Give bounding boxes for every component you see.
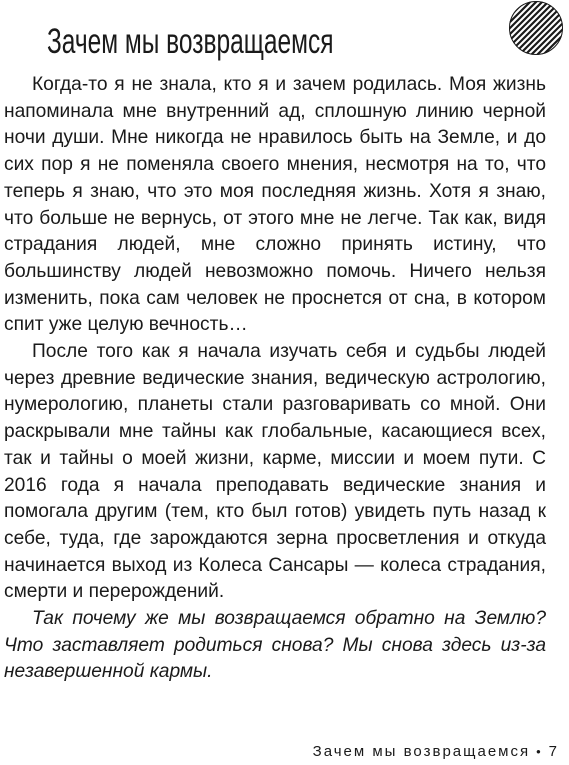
- paragraph: Когда-то я не знала, кто я и зачем родилась. Моя жизнь напоминала мне внутренний ад, сплошную линию черной ночи души. Мне никогда не нравилось быть на Земле, и до сих пор я не поменяла своего мнения, несмотря на то, что теперь я знаю, что это моя последняя жизнь. Хотя я знаю, что больше не вернусь, от этого мне не легче. Так как, видя страдания людей, мне сложно принять истину, что большинству людей невозможно помочь. Ничего нельзя изменить, пока сам человек не проснется от сна, в котором спит уже целую вечность…: [4, 74, 546, 336]
- page-number: 7: [548, 743, 559, 760]
- body-text: [4, 72, 546, 686]
- running-footer: [313, 742, 559, 762]
- footer-separator: •: [536, 744, 543, 759]
- italic-paragraph: Так почему же мы возвращаемся обратно на Землю? Что заставляет родиться снова? Мы снова здесь из-за незавершенной кармы.: [4, 608, 546, 683]
- page-title: Зачем мы возвращаемся: [47, 22, 334, 61]
- footer-section-title: Зачем мы возвращаемся: [312, 743, 531, 760]
- paragraph: После того как я начала изучать себя и судьбы людей через древние ведические знания, ведическую астрологию, нумерологию, планеты стали разговаривать со мной. Они раскрывали мне тайны как глобальные, касающиеся всех, так и тайны о моей жизни, карме, миссии и моем пути. С 2016 года я начала преподавать ведические знания и помогала другим (тем, кто был готов) увидеть путь назад к себе, туда, где зарождаются зерна просветления и откуда начинается выход из Колеса Сансары — колеса страдания, смерти и перерождений.: [4, 341, 546, 603]
- hatched-circle-icon: [508, 0, 564, 56]
